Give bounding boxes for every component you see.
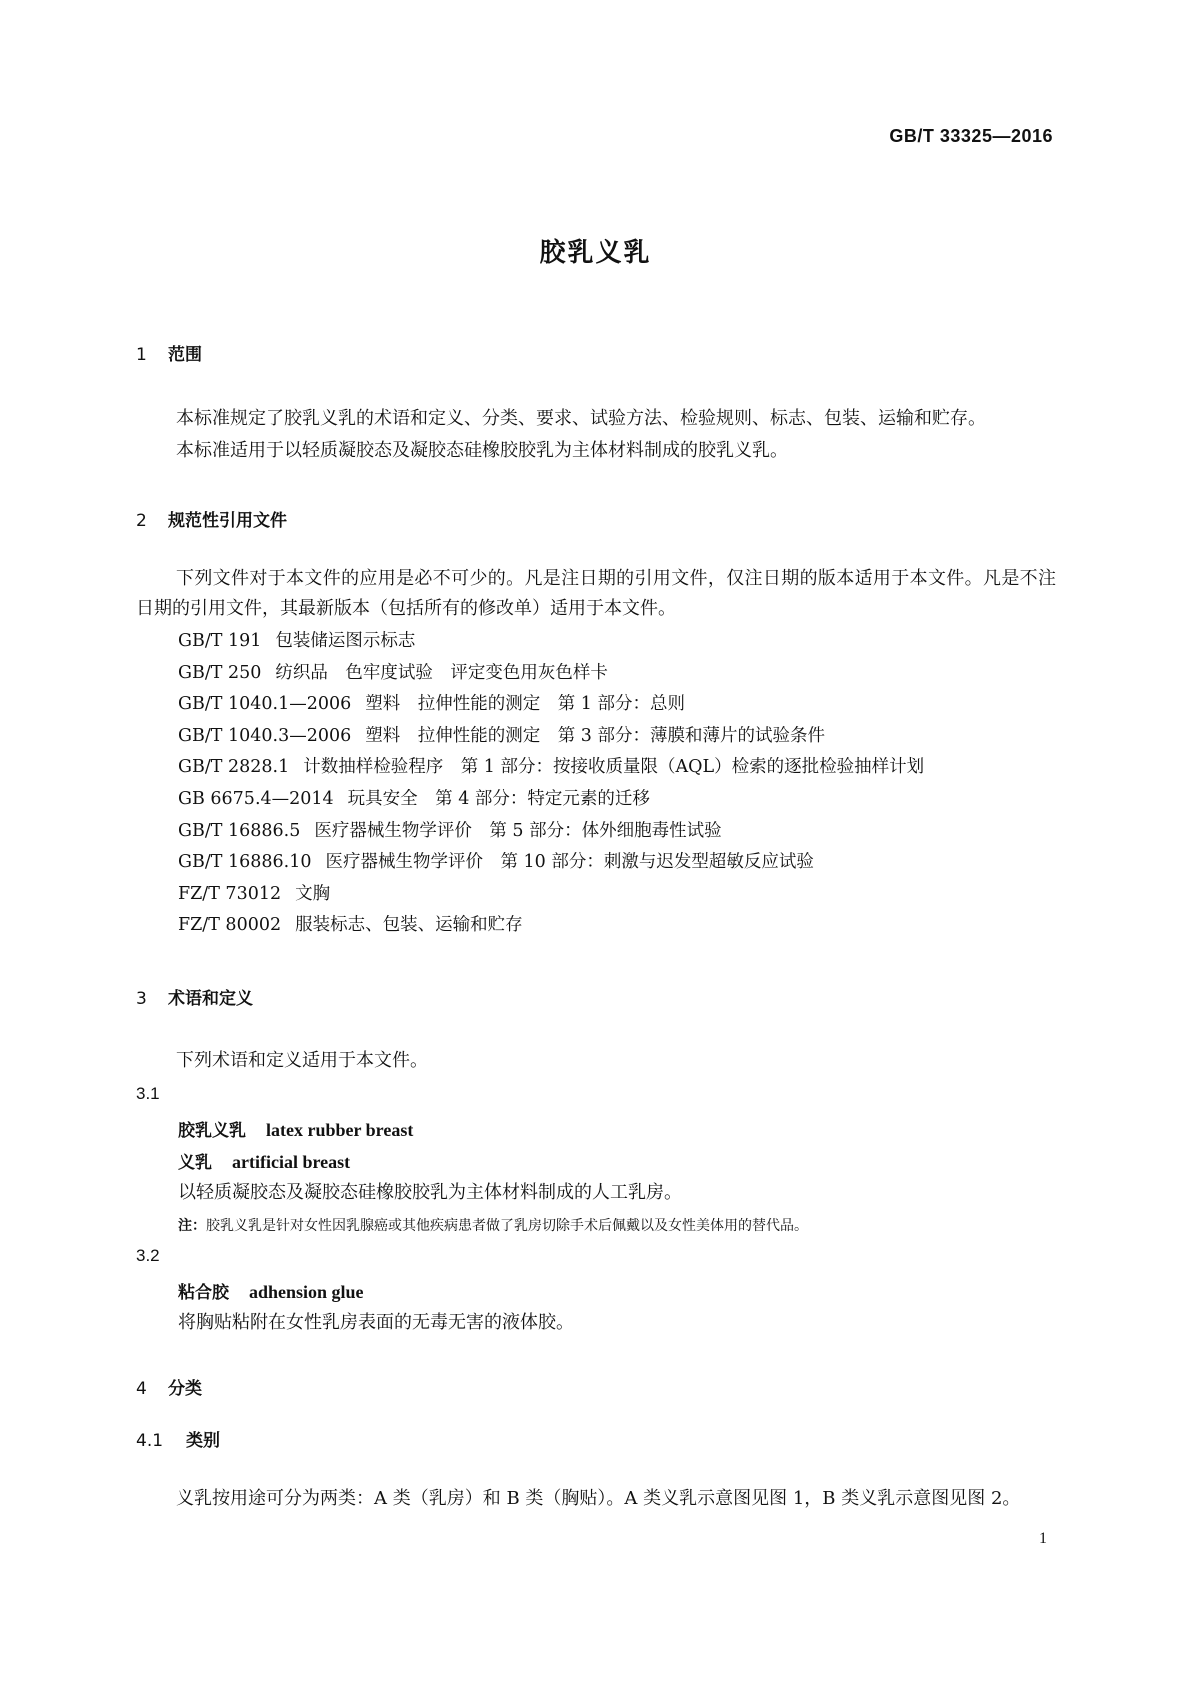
reference-title: 服装标志、包装、运输和贮存: [295, 915, 523, 936]
reference-item: [178, 658, 924, 690]
section-title: 术语和定义: [168, 989, 253, 1009]
reference-item: [178, 847, 924, 879]
term-name-cn: 胶乳义乳: [178, 1121, 246, 1141]
term-definition: 以轻质凝胶态及凝胶态硅橡胶胶乳为主体材料制成的人工乳房。: [178, 1182, 682, 1203]
reference-code: GB/T 16886.5: [178, 820, 301, 841]
reference-code: FZ/T 80002: [178, 915, 282, 936]
page-number: 1: [1039, 1530, 1047, 1547]
reference-item: [178, 784, 924, 816]
term-number: 3.1: [136, 1084, 160, 1103]
section-title: 分类: [168, 1379, 202, 1399]
reference-item: [178, 689, 924, 721]
reference-title: 玩具安全 第 4 部分：特定元素的迁移: [347, 788, 650, 809]
reference-title: 塑料 拉伸性能的测定 第 1 部分：总则: [365, 694, 686, 715]
scope-paragraph-2: 本标准适用于以轻质凝胶态及凝胶态硅橡胶胶乳为主体材料制成的胶乳义乳。: [176, 440, 788, 461]
reference-list: [178, 626, 924, 942]
section-3-heading: [136, 984, 253, 1009]
term-name-en: latex rubber breast: [266, 1120, 414, 1140]
note-label: 注：: [178, 1218, 206, 1234]
reference-code: GB/T 1040.1—2006: [178, 694, 352, 715]
reference-item: [178, 721, 924, 753]
reference-title: 医疗器械生物学评价 第 10 部分：刺激与迟发型超敏反应试验: [325, 852, 814, 873]
section-2-heading: [136, 506, 287, 531]
section-number: 3: [136, 989, 147, 1009]
section-number: 4: [136, 1379, 147, 1399]
standard-number: GB/T 33325—2016: [889, 126, 1053, 146]
reference-title: 纺织品 色牢度试验 评定变色用灰色样卡: [275, 662, 608, 683]
reference-item: [178, 910, 924, 942]
term-alt-cn: 义乳: [178, 1153, 212, 1173]
reference-code: GB/T 191: [178, 631, 262, 651]
section-number: 2: [136, 511, 147, 531]
reference-code: GB/T 1040.3—2006: [178, 725, 352, 746]
scope-paragraph-1: 本标准规定了胶乳义乳的术语和定义、分类、要求、试验方法、检验规则、标志、包装、运输和贮存。: [176, 408, 986, 429]
term-alt-heading: [178, 1148, 350, 1173]
term-name-en: adhension glue: [249, 1282, 364, 1302]
subsection-number: 4.1: [136, 1431, 164, 1451]
section-1-heading: [136, 340, 202, 365]
classification-paragraph: 义乳按用途可分为两类：A 类（乳房）和 B 类（胸贴）。A 类义乳示意图见图 1，B 类义乳示意图见图 2。: [176, 1488, 1021, 1509]
term-definition: 将胸贴粘附在女性乳房表面的无毒无害的液体胶。: [178, 1312, 574, 1333]
reference-code: FZ/T 73012: [178, 883, 282, 904]
term-heading: [178, 1278, 364, 1303]
terms-intro: 下列术语和定义适用于本文件。: [176, 1050, 428, 1071]
reference-item: [178, 816, 924, 848]
subsection-title: 类别: [186, 1431, 220, 1451]
note-text: 胶乳义乳是针对女性因乳腺癌或其他疾病患者做了乳房切除手术后佩戴以及女性美体用的替代品。: [206, 1218, 808, 1234]
reference-title: 计数抽样检验程序 第 1 部分：按接收质量限（AQL）检索的逐批检验抽样计划: [303, 757, 925, 778]
reference-item: [178, 626, 924, 658]
term-alt-en: artificial breast: [232, 1152, 351, 1172]
term-heading: [178, 1116, 413, 1141]
reference-item: [178, 752, 924, 784]
reference-title: 塑料 拉伸性能的测定 第 3 部分：薄膜和薄片的试验条件: [365, 725, 826, 746]
reference-code: GB/T 250: [178, 662, 262, 683]
references-intro: 下列文件对于本文件的应用是必不可少的。凡是注日期的引用文件，仅注日期的版本适用于本文件。凡是不注日期的引用文件，其最新版本（包括所有的修改单）适用于本文件。: [136, 568, 1056, 619]
reference-code: GB/T 2828.1: [178, 757, 290, 778]
reference-code: GB/T 16886.10: [178, 852, 312, 873]
term-name-cn: 粘合胶: [178, 1283, 229, 1303]
reference-title: 医疗器械生物学评价 第 5 部分：体外细胞毒性试验: [314, 820, 722, 841]
document-title: 胶乳义乳: [539, 238, 652, 268]
reference-title: 文胸: [295, 883, 331, 904]
reference-code: GB 6675.4—2014: [178, 788, 334, 809]
section-4-heading: [136, 1374, 202, 1399]
reference-item: [178, 879, 924, 911]
term-note: [178, 1215, 808, 1235]
term-number: 3.2: [136, 1246, 160, 1265]
section-number: 1: [136, 345, 147, 365]
section-title: 范围: [168, 345, 202, 365]
section-title: 规范性引用文件: [168, 511, 287, 531]
subsection-4-1-heading: [136, 1426, 220, 1451]
reference-title: 包装储运图示标志: [275, 631, 416, 651]
